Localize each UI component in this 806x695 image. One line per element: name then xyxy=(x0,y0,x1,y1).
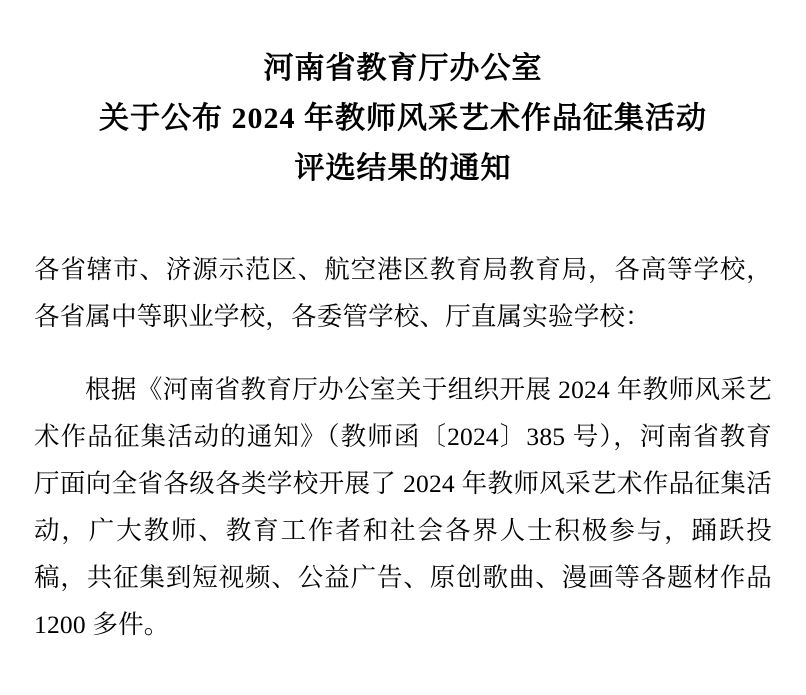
title-line-3: 评选结果的通知 xyxy=(294,152,512,185)
document-body xyxy=(34,246,772,648)
document-title xyxy=(34,44,772,194)
salutation-paragraph: 各省辖市、济源示范区、航空港区教育局教育局，各高等学校，各省属中等职业学校，各委管学校、厅直属实验学校： xyxy=(34,255,772,331)
document-page xyxy=(0,44,806,695)
title-line-1: 河南省教育厅办公室 xyxy=(263,52,543,85)
title-line-2: 关于公布 2024 年教师风采艺术作品征集活动 xyxy=(99,102,707,135)
body-paragraph-1: 根据《河南省教育厅办公室关于组织开展 2024 年教师风采艺术作品征集活动的通知》（教师函〔2024〕385 号），河南省教育厅面向全省各级各类学校开展了 2024 年教师风采艺术作品征集活动，广大教师、教育工作者和社会各界人士积极参与，踊跃投稿，共征集到短视频、公益广告、原创歌曲、漫画等各题材作品 1200 多件。 xyxy=(34,374,772,639)
